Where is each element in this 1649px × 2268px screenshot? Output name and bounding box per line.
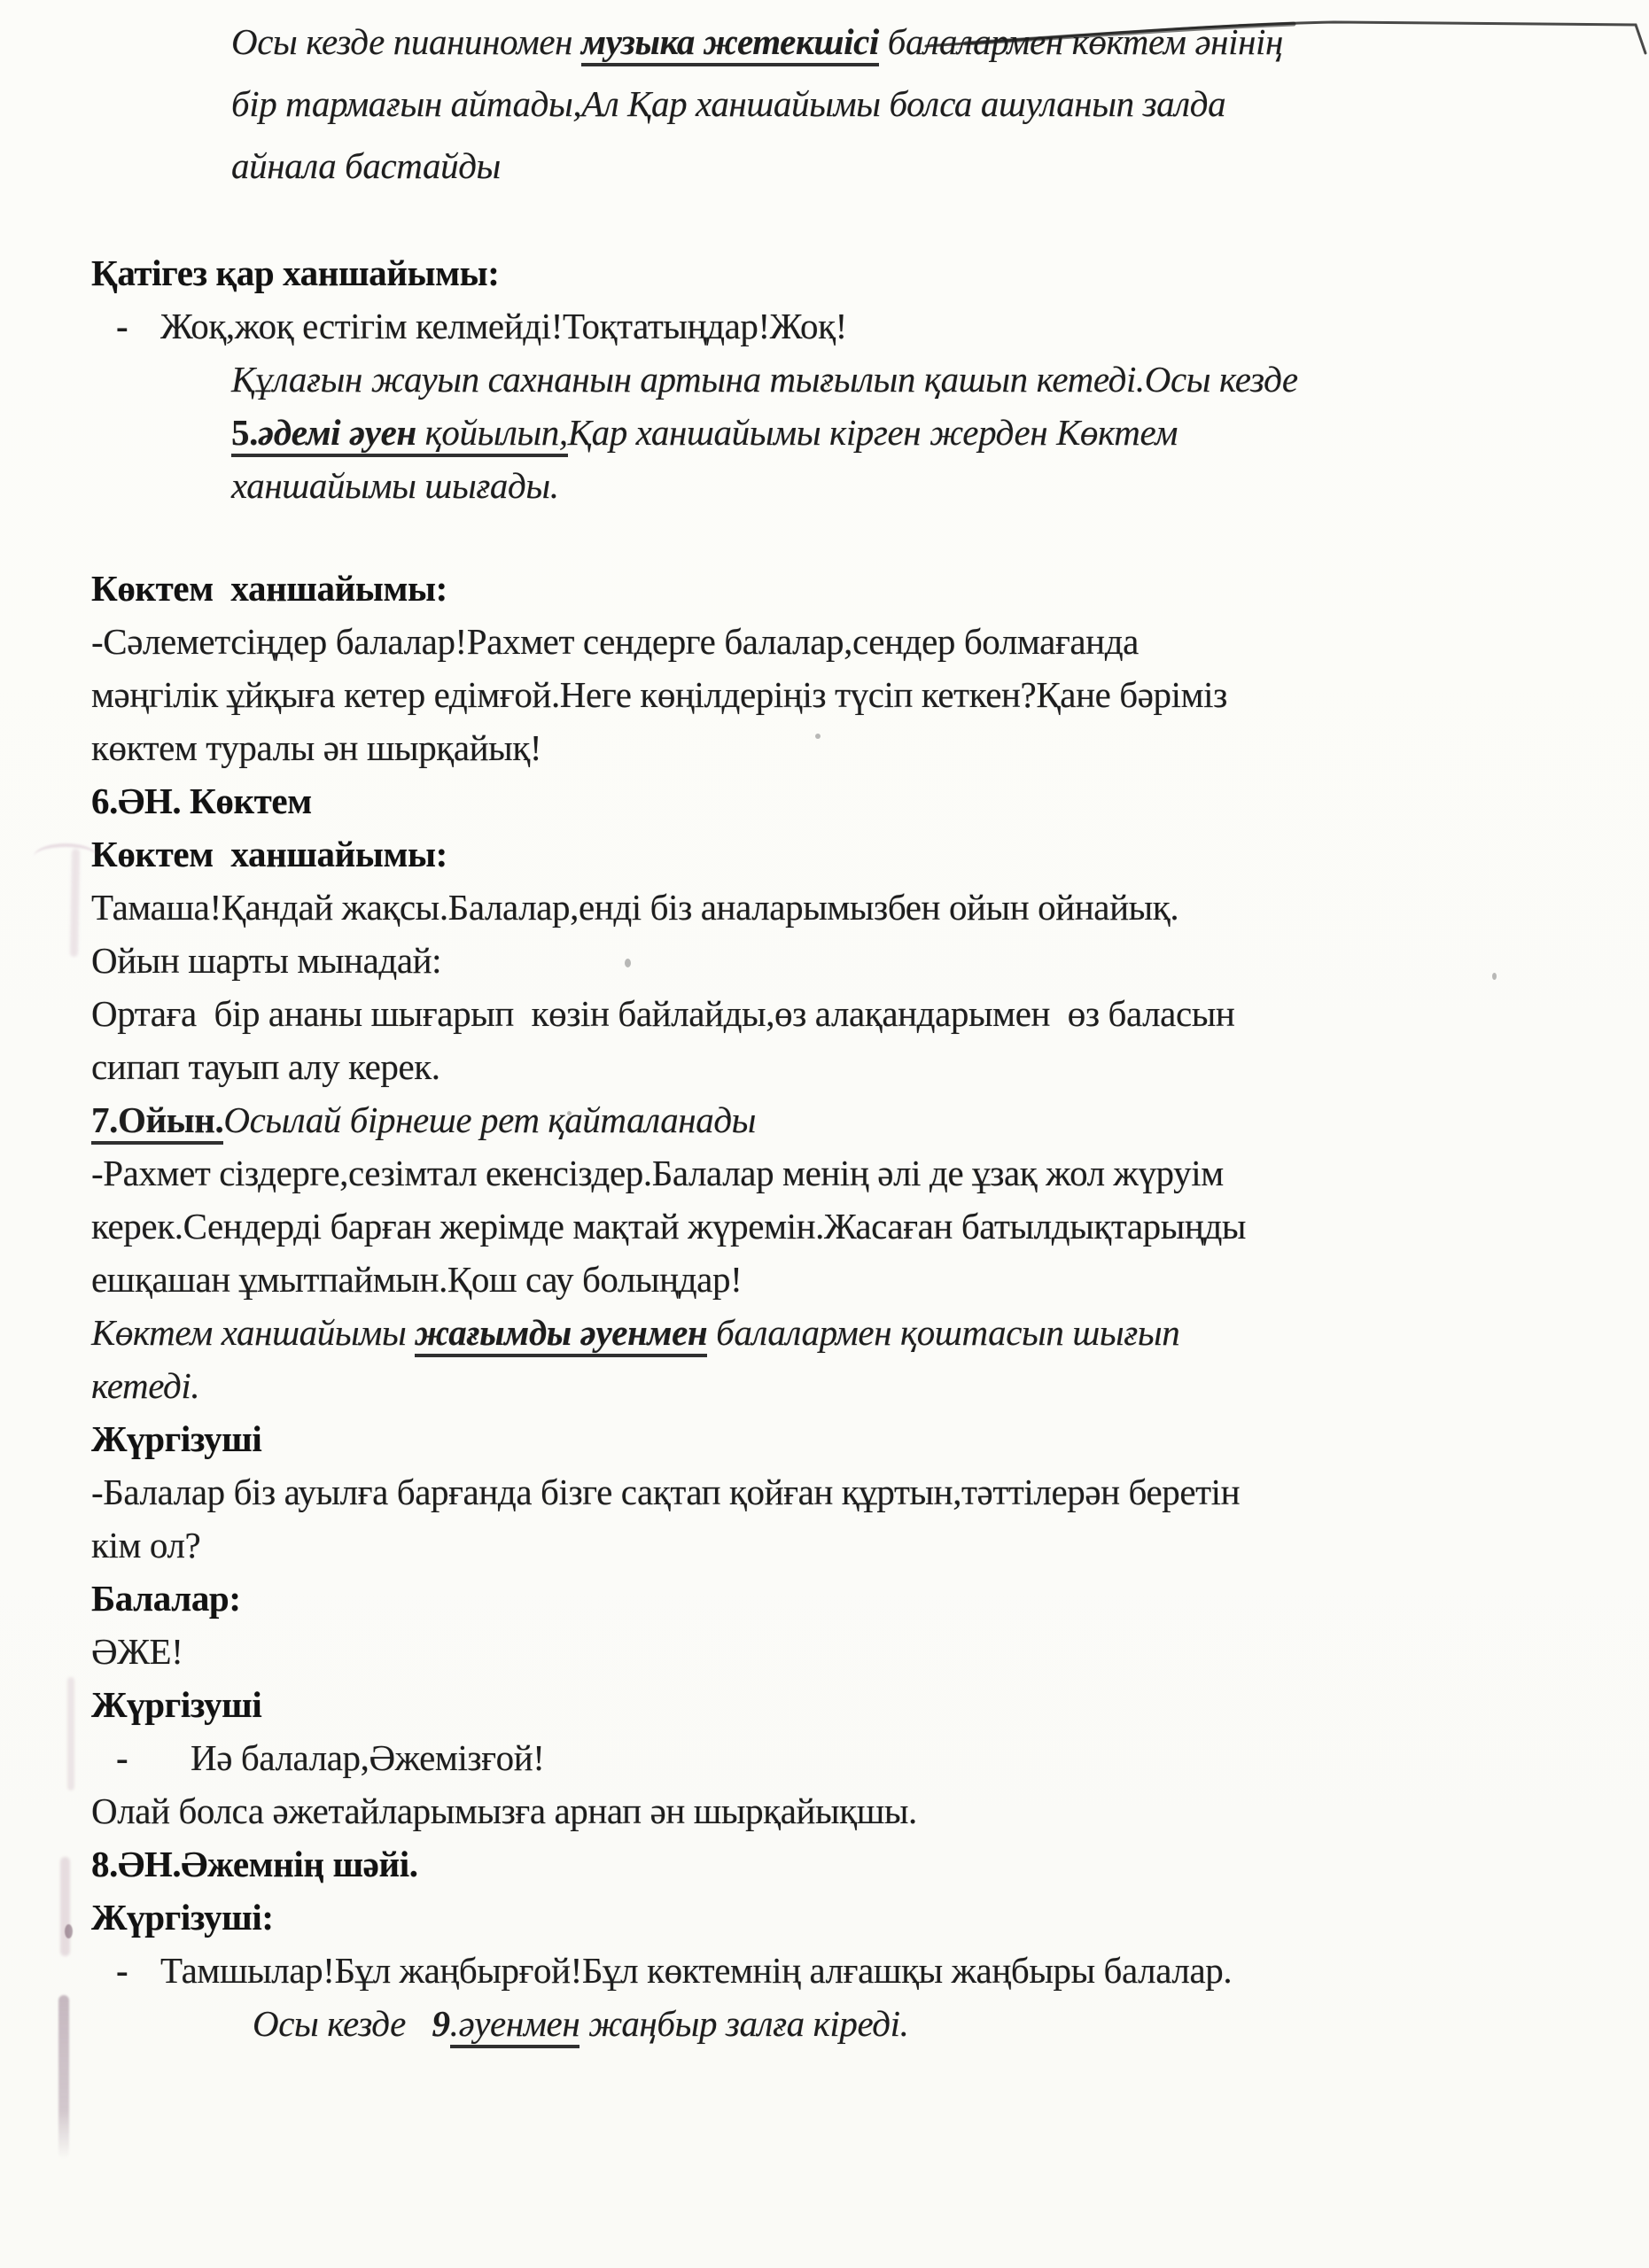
scan-streak-left-1: [70, 849, 80, 957]
text-segment: 7.Ойын.: [91, 1099, 223, 1145]
text-segment: 9: [432, 2003, 450, 2044]
text-segment: керек.Сендерді барған жерімде мақтай жүремін.Жасаған батылдықтарыңды: [91, 1206, 1247, 1247]
text-segment: -Рахмет сіздерге,сезімтал екенсіздер.Балалар менің әлі де ұзақ жол жүруім: [91, 1153, 1224, 1193]
scan-streak-dot: [65, 1924, 73, 1938]
script-line: [91, 668, 1298, 721]
script-line: [91, 1837, 1298, 1891]
text-segment: Иә балалар,Әжемізғой!: [191, 1737, 545, 1778]
text-segment: жағымды әуенмен: [415, 1312, 707, 1357]
text-segment: Көктем ханшайымы:: [91, 568, 447, 609]
text-segment: Қатігез қар ханшайымы:: [91, 252, 500, 293]
text-segment: Көктем ханшайымы:: [91, 834, 447, 874]
text-segment: Осы кезде пианиномен: [231, 21, 581, 62]
text-segment: 5.: [231, 412, 258, 457]
scan-streak-left-2: [67, 1677, 74, 1790]
script-line: [91, 615, 1298, 668]
text-segment: жаңбыр залға кіреді.: [579, 2003, 909, 2044]
text-segment: Жүргізуші: [91, 1684, 262, 1725]
script-line: [91, 353, 1298, 406]
text-segment: Жүргізуші: [91, 1418, 262, 1459]
script-line: [91, 1891, 1298, 1944]
script-line: [91, 135, 1298, 197]
script-line: [91, 1625, 1298, 1678]
text-segment: Жоқ,жоқ естігім келмейді!Тоқтатыңдар!Жоқ!: [160, 306, 847, 346]
text-segment: Тамаша!Қандай жақсы.Балалар,енді біз аналарымызбен ойын ойнайық.: [91, 887, 1179, 928]
text-segment: Тамшылар!Бұл жаңбырғой!Бұл көктемнің алғашқы жаңбыры балалар.: [160, 1950, 1233, 1991]
text-segment: .әуенмен: [450, 2003, 580, 2048]
script-line: [91, 1678, 1298, 1731]
script-line: [91, 1572, 1298, 1625]
text-segment: Осылай бірнеше рет қайталанады: [223, 1099, 757, 1140]
script-lines: [91, 11, 1298, 2050]
script-line: [91, 827, 1298, 881]
text-segment: көктем туралы ән шырқайық!: [91, 727, 542, 768]
script-line: [91, 73, 1298, 135]
text-segment: Олай болса әжетайларымызға арнап ән шырқайықшы.: [91, 1790, 917, 1831]
script-line: [91, 1040, 1298, 1093]
text-segment: қойылып,: [416, 412, 568, 457]
text-segment: мәңгілік ұйқыға кетер едімғой.Неге көңілдеріңіз түсіп кеткен?Қане бәріміз: [91, 674, 1227, 715]
text-segment: Көктем ханшайымы: [91, 1312, 416, 1353]
script-line: [91, 1518, 1298, 1572]
text-segment: Ортаға бір ананы шығарып көзін байлайды,өз алақандарымен өз баласын: [91, 993, 1235, 1034]
script-line: [91, 1253, 1298, 1306]
script-line: [91, 406, 1298, 459]
text-segment: балалармен қоштасып шығып: [707, 1312, 1180, 1353]
bullet-dash: -: [116, 1950, 128, 1991]
text-segment: Осы кезде: [253, 2003, 432, 2044]
text-segment: сипап тауып алу керек.: [91, 1046, 440, 1087]
text-segment: айнала бастайды: [231, 145, 501, 186]
script-line: [91, 246, 1298, 299]
script-line: [91, 1412, 1298, 1465]
text-segment: ӘЖЕ!: [91, 1631, 183, 1672]
text-segment: кетеді.: [91, 1365, 200, 1406]
script-line: [91, 459, 1298, 512]
script-line: [91, 1465, 1298, 1518]
text-segment: балалармен көктем әнінің: [878, 21, 1283, 62]
script-line: [91, 1146, 1298, 1200]
text-segment: кім ол?: [91, 1525, 201, 1565]
text-segment: Ойын шарты мынадай:: [91, 940, 442, 981]
text-segment: Құлағын жауып сахнанын артына тығылып қашып кетеді.Осы кезде: [231, 359, 1298, 400]
script-line: [91, 721, 1298, 774]
bullet-dash: -: [116, 1737, 128, 1778]
script-line: [91, 1944, 1298, 1997]
text-segment: Қар ханшайымы кірген жерден Көктем: [567, 412, 1178, 453]
scan-streak-left-4: [58, 1995, 69, 2159]
script-line: [91, 1306, 1298, 1359]
script-line: [91, 1997, 1298, 2050]
text-segment: -Сәлеметсіңдер балалар!Рахмет сендерге балалар,сендер болмағанда: [91, 621, 1139, 662]
script-line: [91, 1359, 1298, 1412]
scan-streak-left-3: [60, 1857, 70, 1956]
text-segment: ханшайымы шығады.: [231, 465, 559, 506]
script-line: [91, 987, 1298, 1040]
text-segment: бір тармағын айтады,Ал Қар ханшайымы болса ашуланып залда: [231, 83, 1226, 124]
bullet-dash: -: [116, 306, 128, 346]
text-segment: 6.ӘН. Көктем: [91, 781, 312, 821]
scan-smudge-curve: [34, 843, 97, 870]
text-segment: әдемі әуен: [258, 412, 416, 457]
scan-speck-3: [1492, 973, 1497, 980]
text-segment: Жүргізуші:: [91, 1897, 274, 1938]
script-line: [91, 881, 1298, 934]
script-line: [91, 1200, 1298, 1253]
script-line: [91, 1093, 1298, 1146]
script-line: [91, 1731, 1298, 1784]
text-segment: Балалар:: [91, 1578, 241, 1619]
script-line: [91, 562, 1298, 615]
text-segment: 8.ӘН.Әжемнің шәйі.: [91, 1844, 418, 1884]
script-line: [91, 1784, 1298, 1837]
text-segment: музыка жетекшісі: [581, 21, 879, 66]
text-segment: ешқашан ұмытпаймын.Қош сау болыңдар!: [91, 1259, 743, 1300]
script-line: [91, 11, 1298, 73]
text-segment: -Балалар біз ауылға барғанда бізге сақтап қойған құртын,тәттілерән беретін: [91, 1472, 1241, 1512]
script-line: [91, 299, 1298, 353]
script-line: [91, 774, 1298, 827]
script-line: [91, 934, 1298, 987]
